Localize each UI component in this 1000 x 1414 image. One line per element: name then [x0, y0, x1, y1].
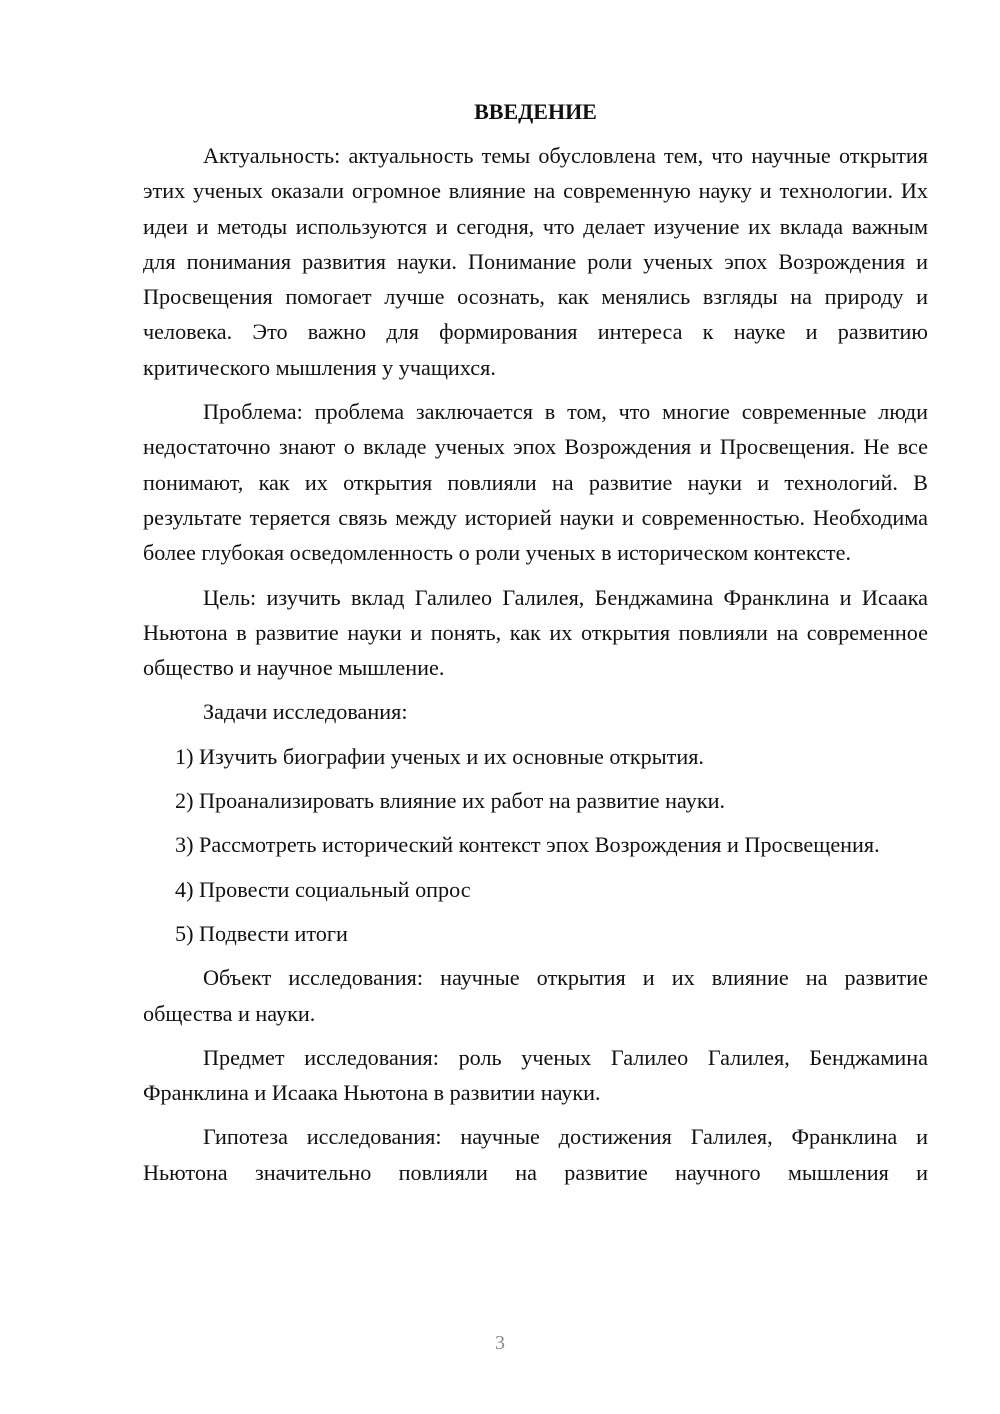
task-item-4: 4) Провести социальный опрос [175, 876, 471, 902]
object-paragraph: Объект исследования: научные открытия и их влияние на развитие общества и науки. [143, 965, 928, 1026]
task-item-5: 5) Подвести итоги [175, 920, 348, 946]
page-content [143, 94, 928, 1199]
problem-paragraph: Проблема: проблема заключается в том, что многие современные люди недостаточно знают о вкладе ученых эпох Возрождения и Просвещения. Не все понимают, как их открытия повлияли на развитие науки и технологий. В результате теряется связь между историей науки и современностью. Необходима более глубокая осведомленность о роли ученых в историческом контексте. [143, 399, 928, 566]
tasks-heading: Задачи исследования: [203, 699, 408, 725]
task-item-1: 1) Изучить биографии ученых и их основные открытия. [175, 743, 704, 769]
page-number: 3 [495, 1332, 505, 1354]
task-item-3: 3) Рассмотреть исторический контекст эпох Возрождения и Просвещения. [175, 832, 880, 858]
subject-paragraph: Предмет исследования: роль ученых Галилео Галилея, Бенджамина Франклина и Исаака Ньютона в развитии науки. [143, 1044, 928, 1106]
relevance-paragraph: Актуальность: актуальность темы обусловлена тем, что научные открытия этих ученых оказали огромное влияние на современную науку и технологии. Их идеи и методы используются и сегодня, что делает изучение их вклада важным для понимания развития науки. Понимание роли ученых эпох Возрождения и Просвещения помогает лучше осознать, как менялись взгляды на природу и человека. Это важно для формирования интереса к науке и развитию критического мышления у учащихся. [143, 143, 928, 380]
hypothesis-paragraph: Гипотеза исследования: научные достижения Галилея, Франклина и Ньютона значительно повлияли на развитие научного мышления и [143, 1124, 928, 1185]
goal-paragraph: Цель: изучить вклад Галилео Галилея, Бенджамина Франклина и Исаака Ньютона в развитие науки и понять, как их открытия повлияли на современное общество и научное мышление. [143, 584, 928, 681]
page-title: ВВЕДЕНИЕ [474, 99, 597, 124]
task-item-2: 2) Проанализировать влияние их работ на развитие науки. [175, 788, 726, 814]
